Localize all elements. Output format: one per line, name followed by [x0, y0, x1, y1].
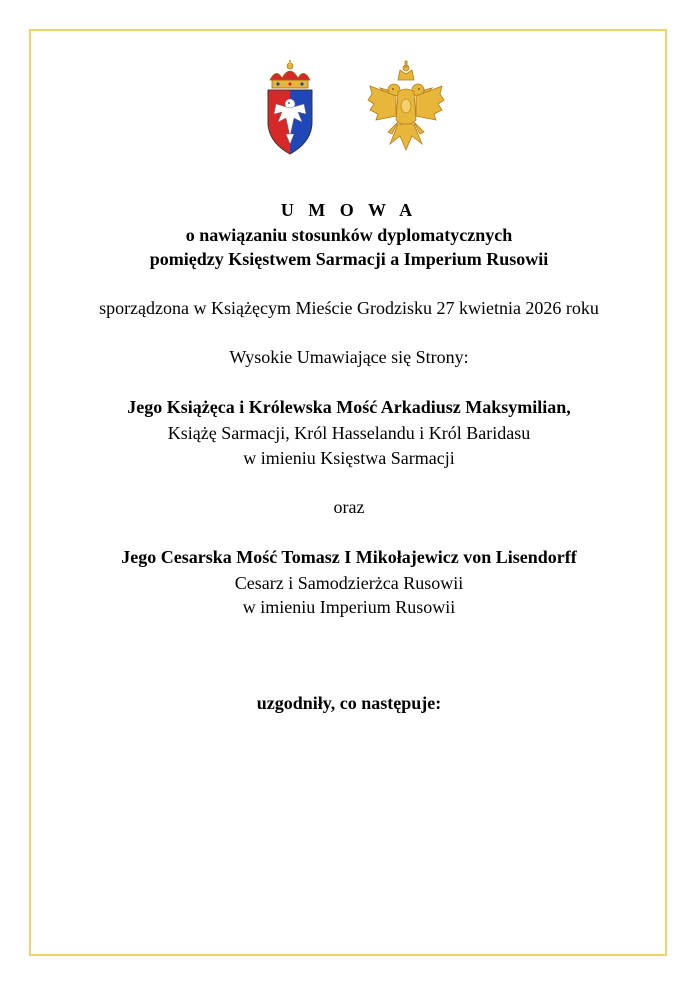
party-2-titles: Cesarz i Samodzierżca Rusowii	[234, 573, 464, 593]
conjunction: oraz	[333, 497, 365, 517]
party-1-name: Jego Książęca i Królewska Mość Arkadiusz Maksymilian,	[127, 397, 571, 417]
parties-intro: Wysokie Umawiające się Strony:	[229, 347, 469, 367]
emblems-row	[0, 60, 698, 160]
document-subtitle-1: o nawiązaniu stosunków dyplomatycznych	[185, 225, 513, 245]
rusovia-double-headed-eagle-icon	[366, 60, 446, 156]
party-1-on-behalf: w imieniu Księstwa Sarmacji	[243, 448, 455, 468]
agreed-statement: uzgodniły, co następuje:	[256, 693, 442, 713]
sarmatia-coat-of-arms-icon	[262, 60, 318, 156]
crown-icon	[270, 60, 310, 88]
document-subtitle-2: pomiędzy Księstwem Sarmacji a Imperium Rusowii	[149, 249, 549, 269]
party-1-titles: Książę Sarmacji, Król Hasselandu i Król Baridasu	[167, 423, 531, 443]
place-and-date: sporządzona w Książęcym Mieście Grodzisku 27 kwietnia 2026 roku	[99, 298, 599, 318]
page-border	[29, 29, 667, 956]
party-2-on-behalf: w imieniu Imperium Rusowii	[242, 597, 456, 617]
party-2-name: Jego Cesarska Mość Tomasz I Mikołajewicz von Lisendorff	[121, 547, 577, 567]
document-title: U M O W A	[280, 200, 418, 220]
